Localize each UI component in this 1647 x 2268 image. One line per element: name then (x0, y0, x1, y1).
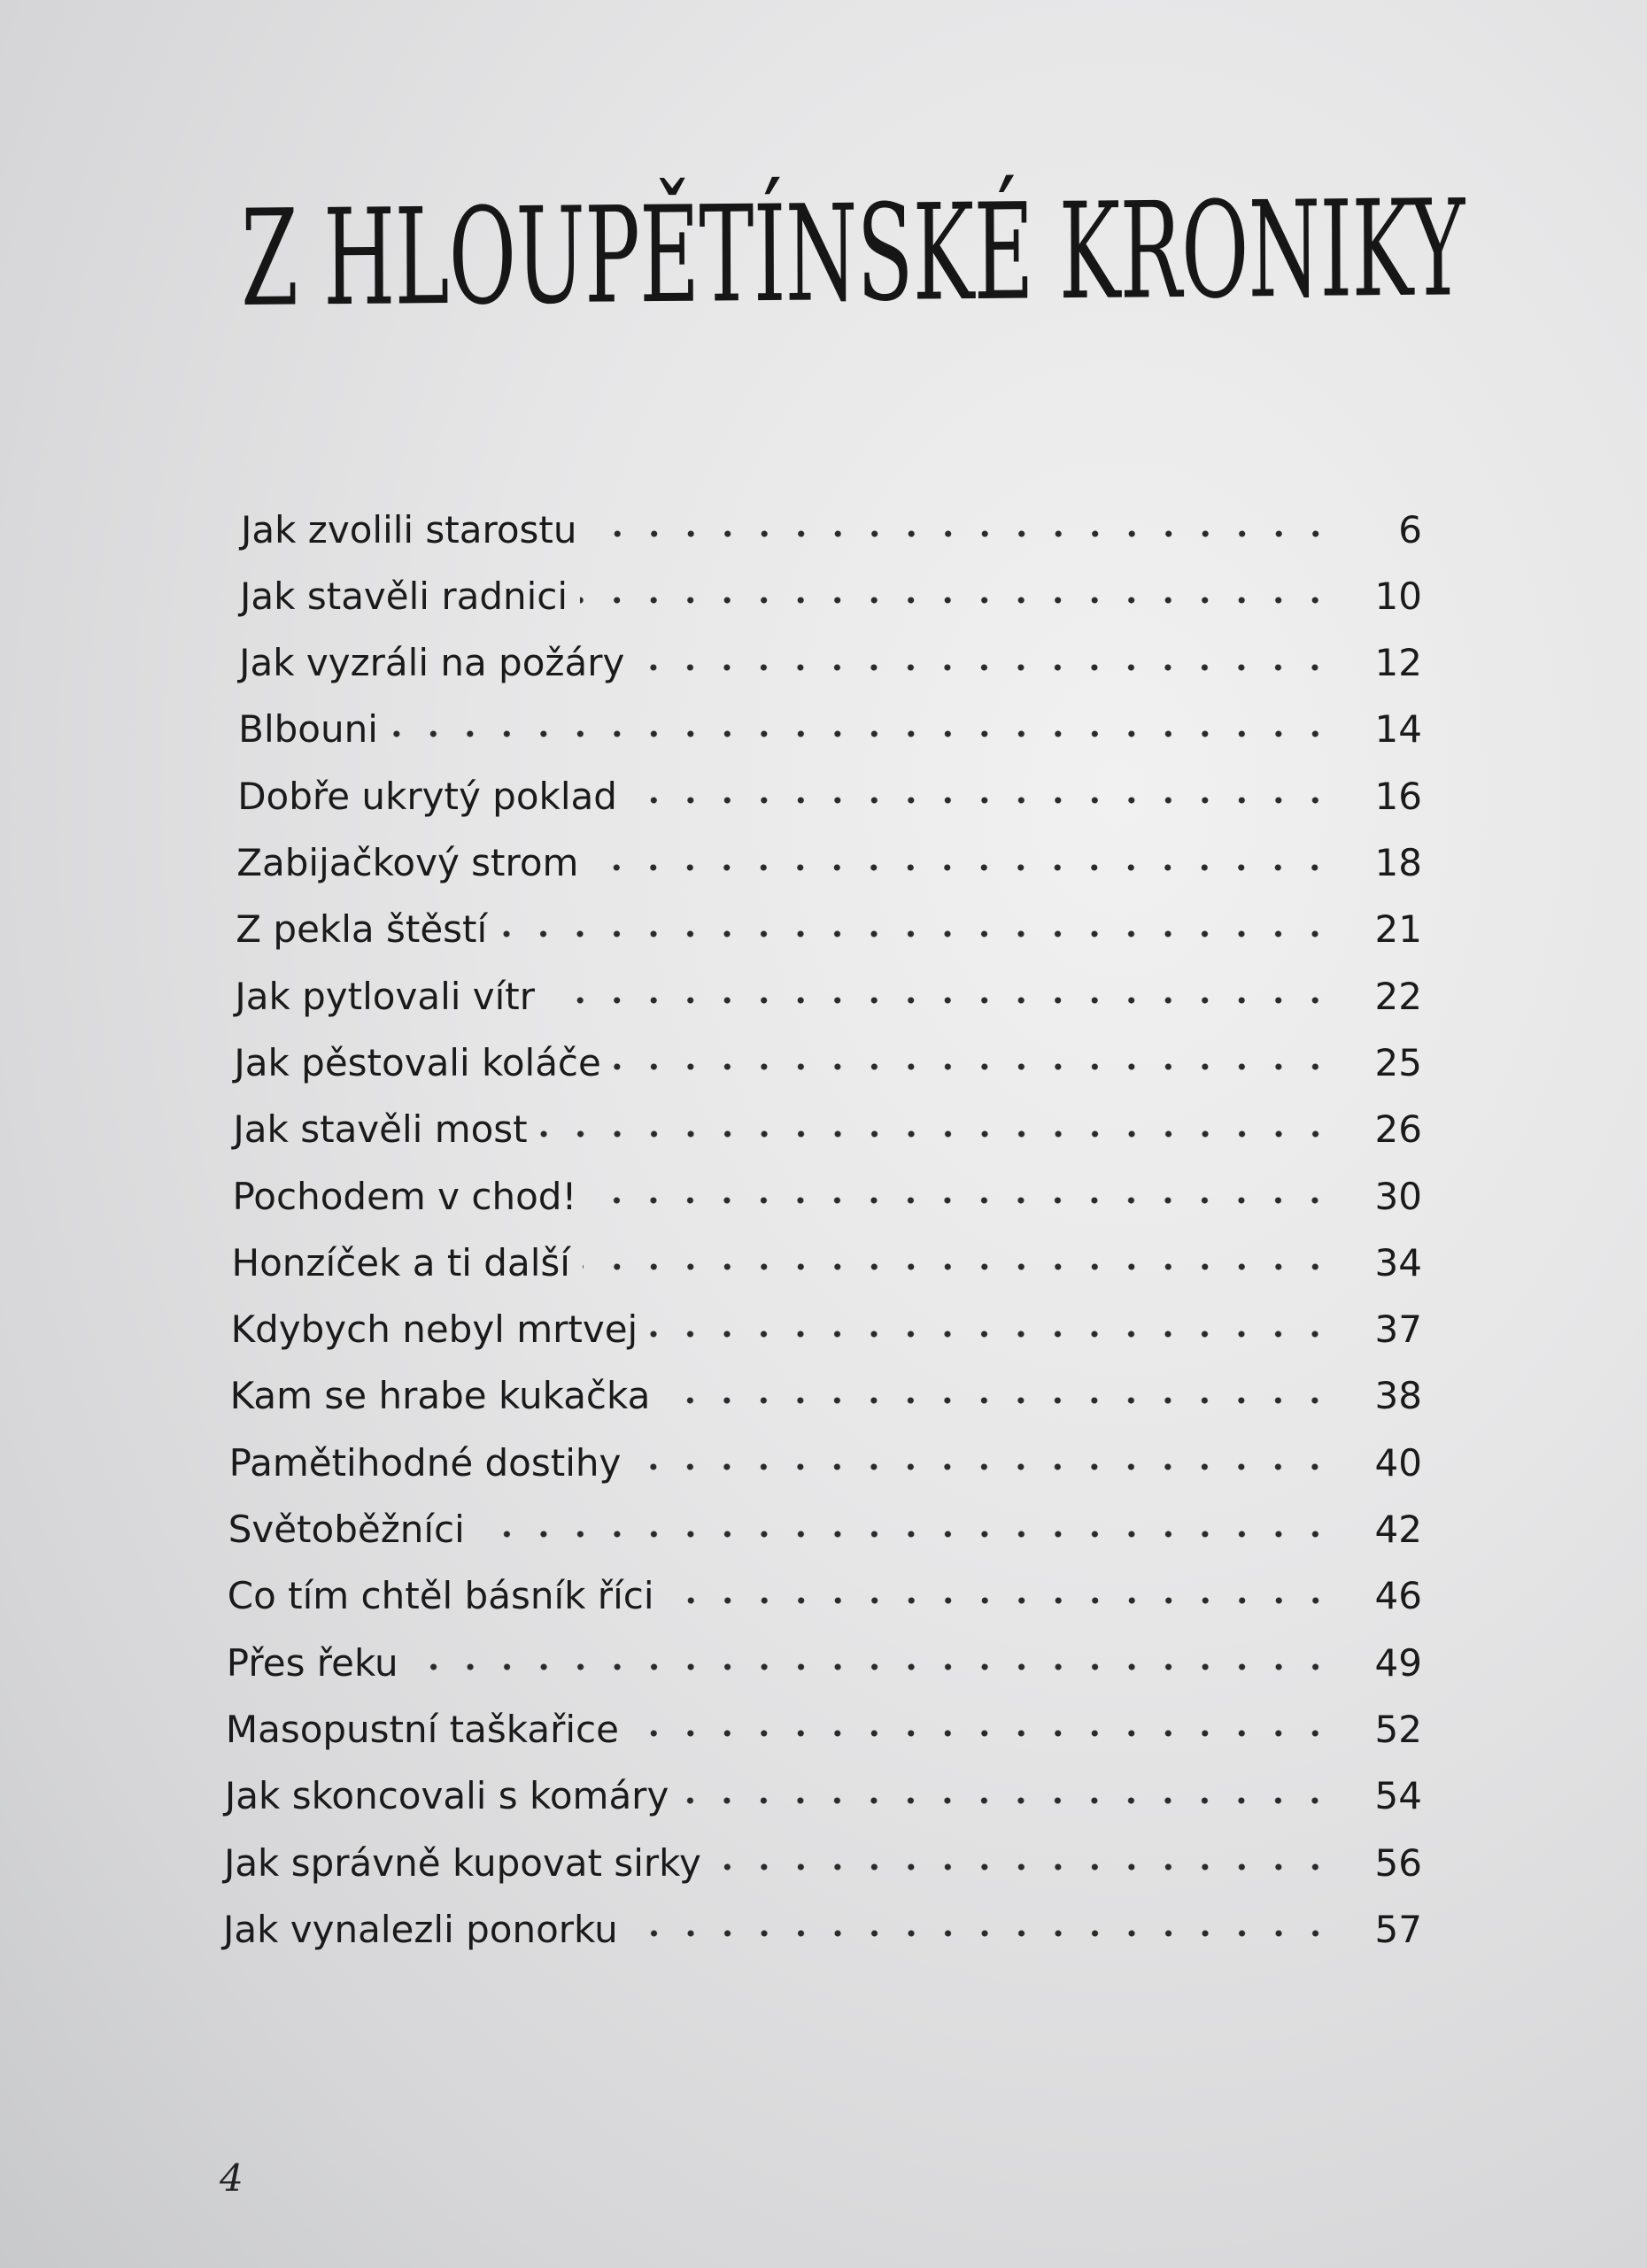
dot-leader (667, 1592, 1334, 1609)
toc-entry[interactable] (231, 1305, 1422, 1354)
toc-entry[interactable] (227, 1638, 1422, 1687)
toc-entry-page: 21 (1374, 907, 1422, 952)
dot-leader (583, 1258, 1334, 1276)
dot-leader (637, 659, 1334, 676)
toc-entry[interactable] (232, 1171, 1422, 1221)
dot-leader (662, 1392, 1334, 1409)
toc-entry-page: 16 (1374, 774, 1422, 818)
toc-entry[interactable] (238, 705, 1422, 754)
dot-leader (477, 1525, 1334, 1543)
toc-entry-page: 38 (1374, 1374, 1422, 1418)
toc-entry-title: Jak pytlovali vítr (235, 974, 536, 1018)
toc-entry-title: Jak stavěli radnici (240, 574, 568, 618)
toc-entry[interactable] (229, 1438, 1422, 1487)
toc-entry-title: Pochodem v chod! (232, 1174, 577, 1218)
toc-entry-page: 34 (1374, 1240, 1422, 1284)
page-number: 4 (220, 2156, 244, 2200)
toc-entry-page: 14 (1374, 707, 1422, 752)
toc-entry[interactable] (230, 1371, 1422, 1421)
toc-entry[interactable] (241, 505, 1422, 554)
toc-entry-title: Přes řeku (226, 1640, 398, 1685)
toc-entry[interactable] (228, 1571, 1422, 1621)
toc-entry-title: Blbouni (238, 707, 378, 752)
toc-entry-page: 26 (1374, 1107, 1422, 1152)
toc-entry-page: 56 (1374, 1840, 1422, 1885)
toc-entry-title: Zabijačkový strom (236, 841, 579, 884)
dot-leader (681, 1792, 1334, 1809)
dot-leader (590, 525, 1334, 543)
dot-leader (390, 725, 1334, 743)
toc-entry-page: 52 (1374, 1707, 1422, 1751)
toc-entry-title: Jak vynalezli ponorku (223, 1907, 618, 1951)
toc-entry-title: Pamětihodné dostihy (228, 1440, 622, 1485)
toc-entry-title: Jak správně kupovat sirky (223, 1840, 701, 1885)
toc-entry-title: Jak vyzráli na požáry (239, 641, 625, 685)
toc-entry-page: 54 (1374, 1774, 1422, 1818)
toc-entry-title: Jak pěstovali koláče (234, 1040, 601, 1084)
toc-entry-title: Světoběžníci (228, 1508, 465, 1551)
toc-entry[interactable] (224, 1838, 1422, 1887)
dot-leader (714, 1858, 1334, 1876)
dot-leader (614, 1058, 1334, 1076)
toc-entry[interactable] (235, 971, 1422, 1021)
toc-entry-page: 46 (1374, 1574, 1422, 1618)
toc-entry-page: 40 (1374, 1440, 1422, 1485)
toc-entry[interactable] (232, 1238, 1422, 1287)
toc-entry-page: 42 (1374, 1508, 1422, 1551)
toc-entry-title: Kdybych nebyl mrtvej (230, 1308, 638, 1352)
toc-entry-page: 30 (1374, 1174, 1422, 1218)
toc-entry-title: Honzíček a ti další (231, 1240, 570, 1284)
dot-leader (631, 1724, 1334, 1742)
dot-leader (540, 1125, 1334, 1143)
toc-entry[interactable] (239, 638, 1422, 688)
toc-entry[interactable] (237, 771, 1422, 821)
toc-entry[interactable] (236, 838, 1422, 888)
toc-entry-title: Kam se hrabe kukačka (229, 1374, 651, 1418)
toc-entry-title: Masopustní taškařice (225, 1707, 619, 1751)
toc-entry[interactable] (236, 905, 1422, 954)
toc-entry[interactable] (234, 1038, 1422, 1087)
toc-entry-page: 18 (1374, 841, 1422, 884)
toc-entry[interactable] (233, 1105, 1422, 1154)
toc-entry-page: 57 (1374, 1907, 1422, 1951)
toc-entry-page: 12 (1374, 641, 1422, 685)
dot-leader (580, 591, 1334, 609)
dot-leader (589, 1192, 1334, 1209)
dot-leader (547, 991, 1334, 1009)
toc-entry-title: Z pekla štěstí (236, 907, 488, 952)
toc-entry-page: 6 (1398, 507, 1422, 552)
toc-entry-title: Jak stavěli most (233, 1107, 528, 1152)
toc-entry-title: Jak skoncovali s komáry (224, 1774, 669, 1818)
toc-entry[interactable] (226, 1704, 1422, 1754)
toc-entry[interactable] (240, 571, 1422, 621)
dot-leader (411, 1658, 1334, 1676)
dot-leader (591, 859, 1334, 876)
toc-entry[interactable] (225, 1771, 1422, 1821)
toc-entry-page: 10 (1374, 574, 1422, 618)
toc-entry-title: Dobře ukrytý poklad (237, 774, 617, 818)
toc-entry-title: Jak zvolili starostu (241, 507, 577, 552)
dot-leader (650, 1325, 1334, 1343)
toc-entry[interactable] (223, 1904, 1422, 1954)
toc-entry-page: 37 (1374, 1308, 1422, 1352)
toc-entry-page: 49 (1374, 1640, 1422, 1685)
dot-leader (633, 1458, 1334, 1476)
page-title: Z HLOUPĚTÍNSKÉ KRONIKY (240, 172, 1465, 336)
dot-leader (499, 925, 1334, 943)
toc-entry[interactable] (228, 1505, 1422, 1554)
toc-entry-title: Co tím chtěl básník říci (227, 1574, 654, 1618)
toc-entry-page: 22 (1374, 974, 1422, 1018)
dot-leader (630, 1925, 1334, 1942)
toc-entry-page: 25 (1374, 1040, 1422, 1084)
dot-leader (630, 791, 1334, 809)
